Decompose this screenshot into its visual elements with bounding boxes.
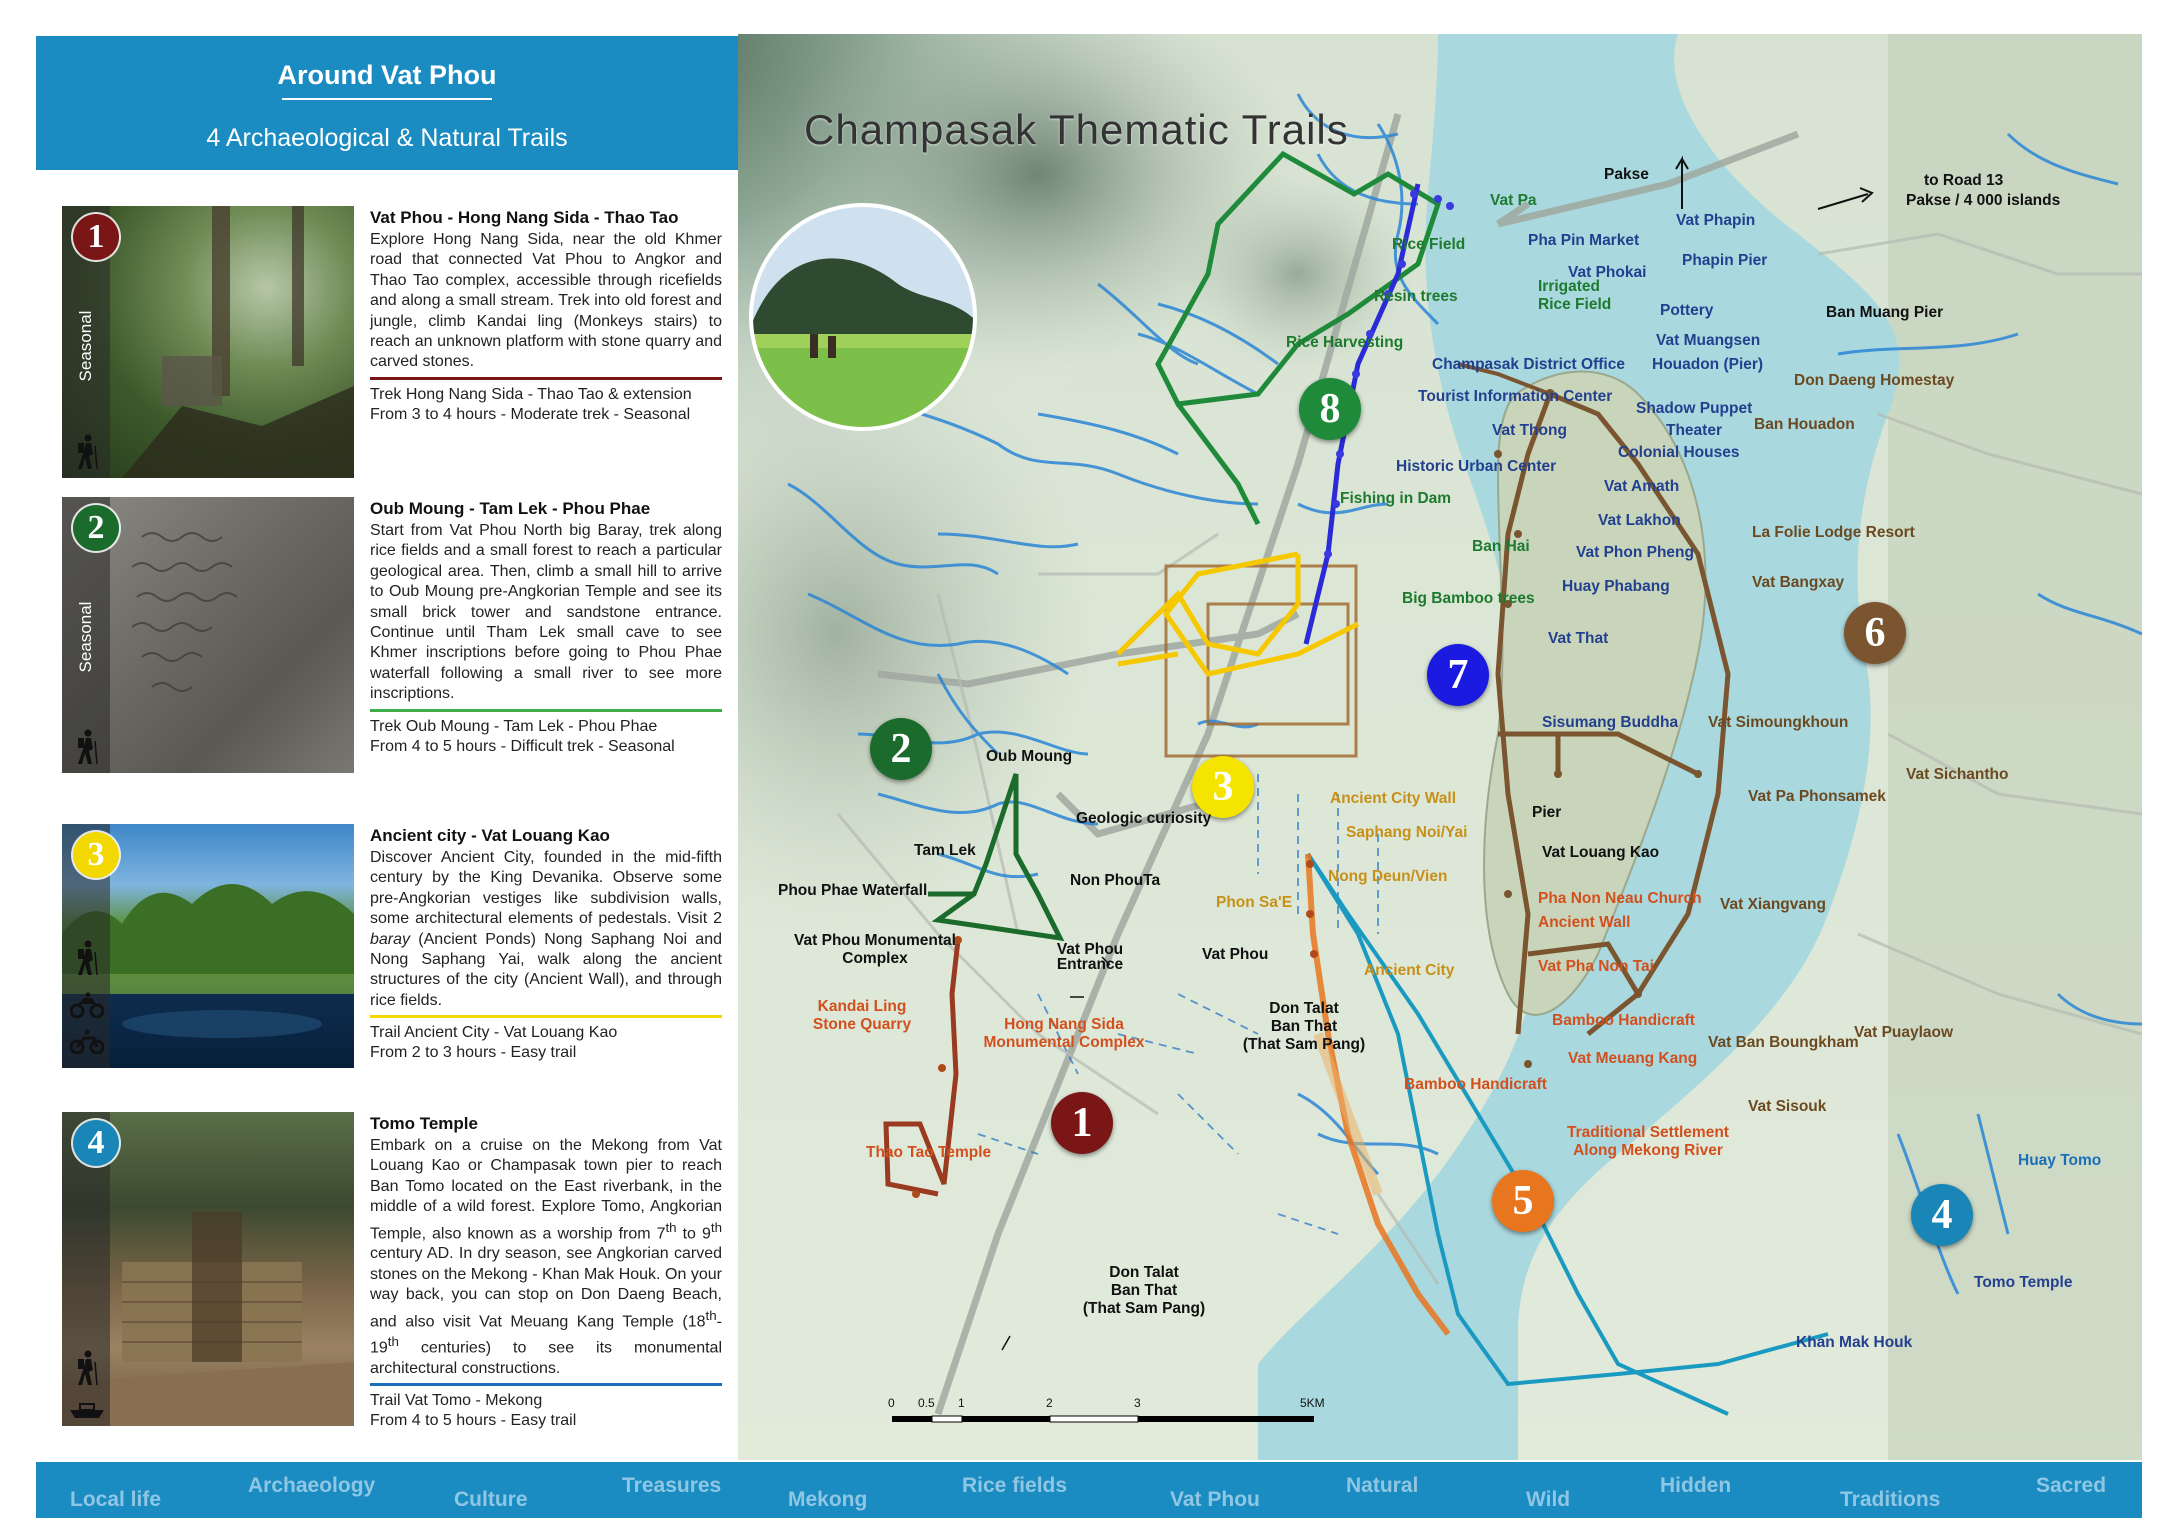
label-phapin-pier: Phapin Pier — [1682, 252, 1768, 269]
map-marker-trail-8[interactable]: 8 — [1299, 378, 1361, 440]
label-colonial-houses: Colonial Houses — [1618, 444, 1740, 461]
scale-label: 1 — [958, 1396, 965, 1410]
label-ancient-city: Ancient City — [1364, 962, 1455, 979]
label-historic-urban: Historic Urban Center — [1396, 458, 1557, 475]
label-pottery: Pottery — [1660, 302, 1714, 319]
trail-description: Start from Vat Phou North big Baray, trek along rice fields and a small forest to reach a particular geological area. Then, climb a small hill to arrive to Oub Moung pre-Angkorian Temple and see its small brick tower and sandstone entrance. Continue until Tham Lek small cave to see Khmer inscriptions before going to Phou Phae waterfall following a small river to see more inscriptions. — [370, 522, 722, 703]
trail-number-badge: 1 — [73, 214, 119, 260]
trail-summary — [370, 1023, 722, 1063]
map-marker-trail-2[interactable]: 2 — [870, 718, 932, 780]
label-pha-non-neau: Pha Non Neau Church — [1538, 890, 1702, 907]
trail-heading: Tomo Temple — [370, 1114, 478, 1133]
label-line: Kandai Ling — [817, 998, 907, 1015]
trail-divider — [370, 1015, 722, 1018]
label-vat-bangxay: Vat Bangxay — [1752, 574, 1845, 591]
label-line: Traditional Settlement — [1567, 1124, 1729, 1141]
trail-summary-route: Trail Vat Tomo - Mekong — [370, 1392, 543, 1410]
label-ban-muang-pier: Ban Muang Pier — [1826, 304, 1944, 321]
scale-bar — [892, 1416, 1314, 1422]
trail-summary-duration: From 3 to 4 hours - Moderate trek - Seasonal — [370, 405, 691, 423]
label-huay-phabang: Huay Phabang — [1562, 578, 1670, 595]
label-thao-tao: Thao Tao Temple — [866, 1144, 992, 1161]
map[interactable] — [738, 34, 2142, 1460]
desc-part: centuries) to see its monumental architectural constructions. — [370, 1339, 722, 1378]
label-irrigated-rice-field: Rice Field — [1538, 296, 1612, 313]
trail-summary-route: Trek Oub Moung - Tam Lek - Phou Phae — [370, 717, 658, 735]
scale-label: 0 — [888, 1396, 895, 1410]
map-marker-trail-3[interactable]: 3 — [1192, 756, 1254, 818]
map-title: Champasak Thematic Trails — [804, 106, 1349, 153]
label-vat-pa-phonsamek: Vat Pa Phonsamek — [1748, 788, 1886, 805]
trail-photo-4 — [62, 1112, 354, 1426]
label-vat-phou: Vat Phou — [1202, 946, 1269, 963]
label-vat-that: Vat That — [1548, 630, 1609, 647]
seasonal-label: Seasonal — [76, 310, 95, 382]
label-to-road13-sub: Pakse / 4 000 islands — [1906, 192, 2061, 209]
title-divider — [282, 98, 492, 100]
theme-bar — [36, 1462, 2142, 1518]
trail-photo-1 — [62, 206, 354, 478]
trail-description — [370, 1136, 722, 1379]
trail-number-badge: 2 — [73, 505, 119, 551]
theme-vat-phou: Vat Phou — [1170, 1488, 1260, 1511]
theme-culture: Culture — [454, 1488, 528, 1511]
label-don-daeng-homestay: Don Daeng Homestay — [1794, 372, 1955, 389]
trail-description: Explore Hong Nang Sida, near the old Khmer road that connected Vat Phou to Angkor and Thao Tao complex, accessible through ricefields and along a small stream. Trek into old forest and jungle, climb Kandai ling (Monkeys stairs) to reach an unknown platform with stone quarry and carved stones. — [370, 231, 722, 371]
trail-summary-route: Trail Ancient City - Vat Louang Kao — [370, 1024, 618, 1042]
desc-part: -19 — [370, 1312, 722, 1357]
theme-archaeology: Archaeology — [248, 1474, 376, 1497]
trail-description — [370, 848, 722, 1011]
label-rice-harvesting: Rice Harvesting — [1286, 334, 1404, 351]
label-ban-houadon: Ban Houadon — [1754, 416, 1855, 433]
label-vat-phou-complex — [782, 932, 968, 968]
seasonal-label: Seasonal — [76, 601, 95, 673]
trail-summary-route: Trek Hong Nang Sida - Thao Tao & extension — [370, 385, 692, 403]
label-vat-sichantho: Vat Sichantho — [1906, 766, 2009, 783]
trail-heading: Ancient city - Vat Louang Kao — [370, 826, 610, 845]
label-to-road13: to Road 13 — [1924, 172, 2004, 189]
hiker-icon — [75, 940, 99, 976]
scale-label: 2 — [1046, 1396, 1053, 1410]
panel-subtitle: 4 Archaeological & Natural Trails — [206, 124, 568, 152]
desc-part: (Ancient Ponds) Nong Saphang Noi and Nong Saphang Yai, walk along the ancient structures of the city (Ancient Wall), and through rice fields. — [370, 930, 722, 1009]
label-kandai-ling — [796, 998, 928, 1034]
label-sisumang-buddha: Sisumang Buddha — [1542, 714, 1679, 731]
theme-rice-fields: Rice fields — [962, 1474, 1068, 1497]
trail-summary-duration: From 4 to 5 hours - Easy trail — [370, 1412, 577, 1430]
motorbike-icon — [70, 1028, 104, 1054]
label-line: Vat Phou Monumental — [794, 932, 956, 949]
label-oub-moung: Oub Moung — [986, 748, 1073, 765]
label-ancient-city-wall: Ancient City Wall — [1330, 790, 1457, 807]
desc-sup: th — [710, 1219, 722, 1235]
label-vat-phapin: Vat Phapin — [1676, 212, 1756, 229]
label-rice-field: Rice Field — [1392, 236, 1466, 253]
trail-number-badge: 3 — [73, 832, 119, 878]
theme-hidden: Hidden — [1660, 1474, 1732, 1497]
scale-label: 3 — [1134, 1396, 1141, 1410]
label-line: Vat Phou — [1056, 941, 1124, 958]
hiker-icon — [75, 434, 99, 470]
label-line: Entrance — [1056, 956, 1124, 973]
label-la-folie: La Folie Lodge Resort — [1752, 524, 1915, 541]
desc-sup: th — [665, 1219, 677, 1235]
label-bamboo-handicraft-2: Bamboo Handicraft — [1404, 1076, 1547, 1093]
trail-heading: Vat Phou - Hong Nang Sida - Thao Tao — [370, 208, 679, 227]
label-vat-amath: Vat Amath — [1604, 478, 1680, 495]
label-line: Don Talat — [1109, 1264, 1179, 1281]
label-line: Along Mekong River — [1573, 1142, 1723, 1159]
trail-number-badge: 4 — [73, 1120, 119, 1166]
desc-part: to 9 — [676, 1224, 711, 1242]
trail-photo-3 — [62, 824, 354, 1068]
desc-italic: baray — [370, 930, 411, 948]
label-line: Complex — [842, 950, 908, 967]
label-vat-phou-entrance — [1050, 942, 1130, 972]
label-vat-muangsen: Vat Muangsen — [1656, 332, 1761, 349]
label-vat-ban-boungkham: Vat Ban Boungkham — [1708, 1034, 1859, 1051]
quad-bike-icon — [70, 992, 104, 1018]
theme-natural: Natural — [1346, 1474, 1419, 1497]
label-bamboo-handicraft-1: Bamboo Handicraft — [1552, 1012, 1695, 1029]
label-line: Ban That — [1270, 1018, 1338, 1035]
label-line: Monumental Complex — [983, 1034, 1145, 1051]
hiker-icon — [75, 729, 99, 765]
label-line: Stone Quarry — [812, 1016, 912, 1033]
desc-part: Discover Ancient City, founded in the mid-fifth century by the King Devanika. Observe some pre-Angkorian vestiges like subdivision walls, some architectural elements of pedestals. Visit 2 — [370, 849, 722, 928]
trail-text-2 — [370, 497, 722, 773]
panel-header — [36, 36, 738, 170]
map-marker-trail-7[interactable]: 7 — [1427, 644, 1489, 706]
label-pakse: Pakse — [1604, 166, 1649, 183]
trail-divider — [370, 709, 722, 712]
theme-mekong: Mekong — [788, 1488, 868, 1511]
label-tourist-info: Tourist Information Center — [1418, 388, 1613, 405]
trail-summary — [370, 1391, 722, 1431]
label-phou-phae: Phou Phae Waterfall — [778, 882, 928, 899]
trail-heading: Oub Moung - Tam Lek - Phou Phae — [370, 499, 651, 518]
scale-label: 0.5 — [918, 1396, 935, 1410]
boat-icon — [68, 1400, 106, 1420]
label-pha-pin-market: Pha Pin Market — [1528, 232, 1640, 249]
theme-local-life: Local life — [70, 1488, 162, 1511]
label-don-talat-north — [1234, 1000, 1374, 1054]
trail-text-4 — [370, 1112, 722, 1430]
label-line: Hong Nang Sida — [1004, 1016, 1124, 1033]
label-don-talat-south — [1074, 1264, 1214, 1318]
label-vat-phon-pheng: Vat Phon Pheng — [1576, 544, 1694, 561]
label-ancient-wall: Ancient Wall — [1538, 914, 1631, 931]
theme-treasures: Treasures — [622, 1474, 722, 1497]
label-vat-louang-kao: Vat Louang Kao — [1542, 844, 1660, 861]
desc-part: Embark on a cruise on the Mekong from Vat Louang Kao or Champasak town pier to reach Ban Tomo located on the East riverbank, in the middle of a wild forest. Explore Tomo, Angkorian Temple, also known as a worship from 7 — [370, 1137, 722, 1242]
trail-summary — [370, 385, 722, 425]
label-line: Don Talat — [1269, 1000, 1339, 1017]
map-marker-trail-6[interactable]: 6 — [1844, 602, 1906, 664]
desc-sup: th — [387, 1334, 399, 1350]
theme-sacred: Sacred — [2036, 1474, 2107, 1497]
trail-summary-duration: From 2 to 3 hours - Easy trail — [370, 1044, 577, 1062]
trail-card-2[interactable] — [62, 497, 722, 773]
map-marker-trail-4[interactable]: 4 — [1911, 1184, 1973, 1246]
label-saphang: Saphang Noi/Yai — [1346, 824, 1468, 841]
label-line: (That Sam Pang) — [1242, 1036, 1366, 1053]
label-phon-saae: Phon Sa'E — [1216, 894, 1293, 911]
label-line: (That Sam Pang) — [1082, 1300, 1206, 1317]
label-nong-deun: Nong Deun/Vien — [1328, 868, 1448, 885]
label-vat-pa: Vat Pa — [1490, 192, 1537, 209]
label-vat-thong: Vat Thong — [1492, 422, 1567, 439]
theme-wild: Wild — [1526, 1488, 1571, 1511]
trail-summary — [370, 717, 722, 757]
trail-card-1[interactable] — [62, 206, 722, 478]
label-houadon-pier: Houadon (Pier) — [1652, 356, 1764, 373]
label-district-office: Champasak District Office — [1432, 356, 1625, 373]
label-non-phouta: Non PhouTa — [1070, 872, 1161, 889]
label-vat-sisouk: Vat Sisouk — [1748, 1098, 1827, 1115]
label-traditional-settlement — [1558, 1124, 1738, 1160]
label-irrigated: Irrigated — [1538, 278, 1601, 295]
trail-divider — [370, 377, 722, 380]
trail-card-4[interactable] — [62, 1112, 722, 1430]
label-big-bamboo: Big Bamboo trees — [1402, 590, 1535, 607]
label-shadow-theater: Theater — [1666, 422, 1722, 439]
map-marker-trail-5[interactable]: 5 — [1492, 1170, 1554, 1232]
label-vat-xiangvang: Vat Xiangvang — [1720, 896, 1826, 913]
label-geologic-curiosity: Geologic curiosity — [1076, 810, 1212, 827]
label-hong-nang-sida — [974, 1016, 1154, 1052]
label-vat-puaylaow: Vat Puaylaow — [1854, 1024, 1954, 1041]
scale-label: 5KM — [1300, 1396, 1325, 1410]
label-vat-phokai: Vat Phokai — [1568, 264, 1647, 281]
label-vat-simoungkhoun: Vat Simoungkhoun — [1708, 714, 1849, 731]
label-line: Ban That — [1110, 1282, 1178, 1299]
label-shadow-puppet: Shadow Puppet — [1636, 400, 1753, 417]
label-huay-tomo: Huay Tomo — [2018, 1152, 2102, 1169]
label-tam-lek: Tam Lek — [914, 842, 976, 859]
label-vat-pha-non-tai: Vat Pha Non Tai — [1538, 958, 1654, 975]
map-marker-trail-1[interactable]: 1 — [1051, 1092, 1113, 1154]
trail-text-1 — [370, 206, 722, 478]
label-fishing-in-dam: Fishing in Dam — [1340, 490, 1452, 507]
desc-sup: th — [705, 1307, 717, 1323]
theme-traditions: Traditions — [1840, 1488, 1941, 1511]
hiker-icon — [75, 1350, 99, 1386]
label-vat-lakhon: Vat Lakhon — [1598, 512, 1681, 529]
panel-title: Around Vat Phou — [277, 60, 497, 90]
label-tomo-temple: Tomo Temple — [1974, 1274, 2073, 1291]
label-ban-hai: Ban Hai — [1472, 538, 1530, 555]
label-vat-meuang-kang: Vat Meuang Kang — [1568, 1050, 1698, 1067]
label-pier: Pier — [1532, 804, 1562, 821]
trail-divider — [370, 1383, 722, 1386]
label-khan-mak-houk: Khan Mak Houk — [1796, 1334, 1913, 1351]
label-resin-trees: Resin trees — [1374, 288, 1458, 305]
trails-panel — [36, 36, 738, 1464]
trail-text-3 — [370, 824, 722, 1068]
desc-part: century AD. In dry season, see Angkorian carved stones on the Mekong - Khan Mak Houk. On your way back, you can stop on Don Daeng Beach, and also visit Vat Meuang Kang Temple (18 — [370, 1245, 722, 1330]
trail-photo-2 — [62, 497, 354, 773]
trail-card-3[interactable] — [62, 824, 722, 1068]
trail-summary-duration: From 4 to 5 hours - Difficult trek - Seasonal — [370, 737, 675, 755]
